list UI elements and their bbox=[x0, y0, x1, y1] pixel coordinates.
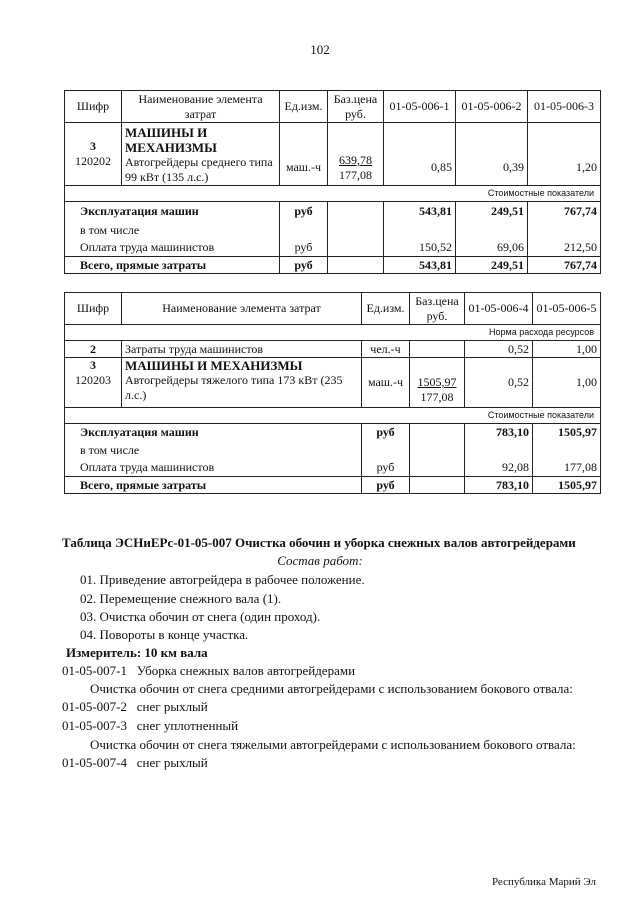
section-label: Стоимостные показатели bbox=[65, 408, 601, 424]
norm-label: Норма расхода ресурсов bbox=[65, 325, 601, 341]
header-code: Шифр bbox=[65, 91, 122, 123]
meter-label: Измеритель: 10 км вала bbox=[66, 645, 208, 660]
item-code: 120202 bbox=[75, 154, 111, 168]
resource-table-2 bbox=[64, 292, 601, 494]
row-value: 767,74 bbox=[528, 257, 601, 274]
row-unit: руб bbox=[280, 202, 328, 222]
item-value-2: 0,39 bbox=[456, 123, 528, 186]
item-unit: маш.-ч bbox=[280, 123, 328, 186]
row-value: 69,06 bbox=[456, 239, 528, 257]
section-title: Таблица ЭСНиЕРс-01-05-007 Очистка обочин и уборка снежных валов автогрейдерами bbox=[62, 535, 576, 550]
item-name: Автогрейдеры среднего типа 99 кВт (135 л.с.) bbox=[125, 155, 273, 184]
row-value: 767,74 bbox=[528, 202, 601, 222]
row-name: в том числе bbox=[65, 442, 362, 459]
work-item bbox=[62, 755, 208, 771]
section-subtitle: Состав работ: bbox=[277, 553, 363, 568]
row-name: в том числе bbox=[65, 222, 280, 239]
labor-value-1: 0,52 bbox=[465, 341, 533, 358]
header-name: Наименование элемента затрат bbox=[122, 293, 362, 325]
item-value-1: 0,52 bbox=[465, 358, 533, 408]
work-item-text: снег рыхлый bbox=[136, 755, 208, 770]
item-price-top: 639,78 bbox=[339, 153, 372, 167]
item-name-cell bbox=[122, 123, 280, 186]
section-label: Стоимостные показатели bbox=[65, 186, 601, 202]
row-name: Всего, прямые затраты bbox=[65, 477, 362, 494]
header-col-1: 01-05-006-1 bbox=[384, 91, 456, 123]
page-number: 102 bbox=[310, 42, 330, 57]
row-name: Оплата труда машинистов bbox=[65, 239, 280, 257]
item-value-1: 0,85 bbox=[384, 123, 456, 186]
labor-value-2: 1,00 bbox=[533, 341, 601, 358]
row-value: 543,81 bbox=[384, 202, 456, 222]
row-unit: руб bbox=[362, 459, 410, 477]
work-item bbox=[62, 663, 355, 679]
header-unit: Ед.изм. bbox=[280, 91, 328, 123]
row-name: Оплата труда машинистов bbox=[65, 459, 362, 477]
item-name-cell bbox=[122, 358, 362, 408]
work-item-code: 01-05-007-4 bbox=[62, 755, 127, 770]
row-value: 783,10 bbox=[465, 477, 533, 494]
work-item-code: 01-05-007-3 bbox=[62, 718, 127, 733]
work-step: 01. Приведение автогрейдера в рабочее положение. bbox=[80, 572, 365, 587]
work-item-text: Уборка снежных валов автогрейдерами bbox=[136, 663, 356, 678]
item-price-bottom: 177,08 bbox=[339, 168, 372, 182]
group-title: МАШИНЫ И МЕХАНИЗМЫ bbox=[125, 358, 303, 373]
header-name: Наименование элемента затрат bbox=[122, 91, 280, 123]
row-value: 177,08 bbox=[533, 459, 601, 477]
row-name: Эксплуатация машин bbox=[65, 424, 362, 442]
work-item-text: снег рыхлый bbox=[136, 699, 208, 714]
row-value: 249,51 bbox=[456, 257, 528, 274]
header-base-price: Баз.цена руб. bbox=[410, 293, 465, 325]
labor-number: 2 bbox=[65, 341, 122, 358]
item-price-bottom: 177,08 bbox=[420, 390, 454, 404]
header-unit: Ед.изм. bbox=[362, 293, 410, 325]
item-value-2: 1,00 bbox=[533, 358, 601, 408]
item-price-top: 1505,97 bbox=[417, 375, 457, 389]
group-title: МАШИНЫ И МЕХАНИЗМЫ bbox=[125, 125, 217, 155]
row-value: 150,52 bbox=[384, 239, 456, 257]
labor-unit: чел.-ч bbox=[362, 341, 410, 358]
work-step: 04. Повороты в конце участка. bbox=[80, 627, 249, 642]
header-col-2: 01-05-006-5 bbox=[533, 293, 601, 325]
row-unit: руб bbox=[362, 477, 410, 494]
row-name: Всего, прямые затраты bbox=[65, 257, 280, 274]
work-item-code: 01-05-007-2 bbox=[62, 699, 127, 714]
row-unit: руб bbox=[280, 239, 328, 257]
row-value: 212,50 bbox=[528, 239, 601, 257]
row-unit: руб bbox=[280, 257, 328, 274]
labor-name: Затраты труда машинистов bbox=[122, 341, 362, 358]
header-col-3: 01-05-006-3 bbox=[528, 91, 601, 123]
item-name: Автогрейдеры тяжелого типа 173 кВт (235 л.с.) bbox=[125, 373, 343, 402]
header-col-2: 01-05-006-2 bbox=[456, 91, 528, 123]
work-group-heading: Очистка обочин от снега средними автогрейдерами с использованием бокового отвала: bbox=[90, 681, 573, 696]
row-unit: руб bbox=[362, 424, 410, 442]
item-value-3: 1,20 bbox=[528, 123, 601, 186]
row-value: 1505,97 bbox=[533, 424, 601, 442]
header-base-price: Баз.цена руб. bbox=[328, 91, 384, 123]
work-item bbox=[62, 699, 208, 715]
item-code: 120203 bbox=[75, 373, 111, 387]
row-value: 783,10 bbox=[465, 424, 533, 442]
work-item bbox=[62, 718, 238, 734]
item-unit: маш.-ч bbox=[362, 358, 410, 408]
item-code-cell bbox=[65, 123, 122, 186]
work-item-text: снег уплотненный bbox=[136, 718, 239, 733]
item-price-cell bbox=[410, 358, 465, 408]
row-name: Эксплуатация машин bbox=[65, 202, 280, 222]
group-number: 3 bbox=[90, 358, 96, 372]
footer-region: Республика Марий Эл bbox=[491, 876, 596, 888]
item-code-cell bbox=[65, 358, 122, 408]
header-code: Шифр bbox=[65, 293, 122, 325]
work-step: 02. Перемещение снежного вала (1). bbox=[80, 591, 282, 606]
row-value: 92,08 bbox=[465, 459, 533, 477]
row-value: 543,81 bbox=[384, 257, 456, 274]
work-group-heading: Очистка обочин от снега тяжелыми автогрейдерами с использованием бокового отвала: bbox=[90, 737, 576, 752]
header-col-1: 01-05-006-4 bbox=[465, 293, 533, 325]
work-item-code: 01-05-007-1 bbox=[62, 663, 127, 678]
work-step: 03. Очистка обочин от снега (один проход). bbox=[80, 609, 321, 624]
resource-table-1 bbox=[64, 90, 601, 274]
item-price-cell bbox=[328, 123, 384, 186]
row-value: 1505,97 bbox=[533, 477, 601, 494]
group-number: 3 bbox=[90, 139, 96, 153]
row-value: 249,51 bbox=[456, 202, 528, 222]
